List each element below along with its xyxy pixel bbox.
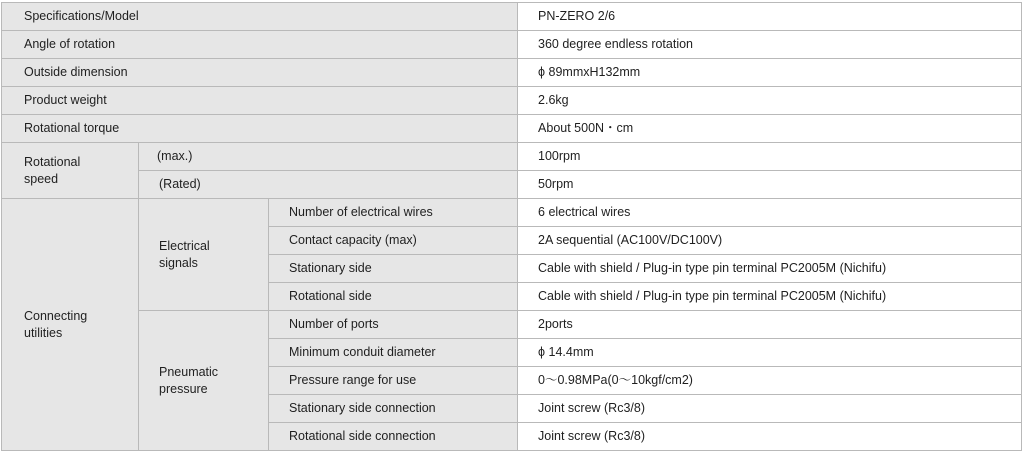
pneumatic-label <box>139 311 269 451</box>
table-row <box>2 87 1022 115</box>
electrical-item-label: Rotational side <box>269 283 518 311</box>
utilities-label-line2: utilities <box>24 325 63 340</box>
electrical-item-value: 2A sequential (AC100V/DC100V) <box>518 227 1022 255</box>
pneumatic-item-label: Number of ports <box>269 311 518 339</box>
table-row <box>2 3 1022 31</box>
speed-label-line1: Rotational <box>24 154 81 169</box>
angle-value: 360 degree endless rotation <box>518 31 1022 59</box>
weight-label: Product weight <box>2 87 518 115</box>
electrical-item-label: Number of electrical wires <box>269 199 518 227</box>
torque-value: About 500N・cm <box>518 115 1022 143</box>
table-row <box>2 311 1022 339</box>
torque-label: Rotational torque <box>2 115 518 143</box>
electrical-item-value: 6 electrical wires <box>518 199 1022 227</box>
specifications-table <box>1 2 1022 451</box>
speed-max-label: (max.) <box>139 143 518 171</box>
pneumatic-item-label: Minimum conduit diameter <box>269 339 518 367</box>
speed-rated-label: (Rated) <box>139 171 518 199</box>
speed-rated-value: 50rpm <box>518 171 1022 199</box>
pneumatic-item-value: 2ports <box>518 311 1022 339</box>
outside-label: Outside dimension <box>2 59 518 87</box>
electrical-item-value: Cable with shield / Plug-in type pin terminal PC2005M (Nichifu) <box>518 283 1022 311</box>
pneumatic-item-label: Rotational side connection <box>269 423 518 451</box>
electrical-item-label: Contact capacity (max) <box>269 227 518 255</box>
pneumatic-item-value: ϕ 14.4mm <box>518 339 1022 367</box>
electrical-item-label: Stationary side <box>269 255 518 283</box>
pneumatic-item-label: Stationary side connection <box>269 395 518 423</box>
speed-label-line2: speed <box>24 171 59 186</box>
table-row <box>2 171 1022 199</box>
utilities-label <box>2 199 139 451</box>
outside-value: ϕ 89mmxH132mm <box>518 59 1022 87</box>
electrical-label-line2: signals <box>159 255 198 270</box>
angle-label: Angle of rotation <box>2 31 518 59</box>
speed-label <box>2 143 139 199</box>
table-row <box>2 59 1022 87</box>
pneumatic-item-value: Joint screw (Rc3/8) <box>518 395 1022 423</box>
utilities-label-line1: Connecting <box>24 308 88 323</box>
pneumatic-item-value: Joint screw (Rc3/8) <box>518 423 1022 451</box>
table-row <box>2 199 1022 227</box>
model-value: PN-ZERO 2/6 <box>518 3 1022 31</box>
weight-value: 2.6kg <box>518 87 1022 115</box>
table-row <box>2 143 1022 171</box>
pneumatic-label-line1: Pneumatic <box>159 364 219 379</box>
table-row <box>2 31 1022 59</box>
electrical-label <box>139 199 269 311</box>
pneumatic-label-line2: pressure <box>159 381 208 396</box>
pneumatic-item-label: Pressure range for use <box>269 367 518 395</box>
table-row <box>2 115 1022 143</box>
speed-max-value: 100rpm <box>518 143 1022 171</box>
header-label: Specifications/Model <box>2 3 518 31</box>
electrical-label-line1: Electrical <box>159 238 210 253</box>
pneumatic-item-value: 0～0.98MPa(0～10kgf/cm2) <box>518 367 1022 395</box>
electrical-item-value: Cable with shield / Plug-in type pin terminal PC2005M (Nichifu) <box>518 255 1022 283</box>
